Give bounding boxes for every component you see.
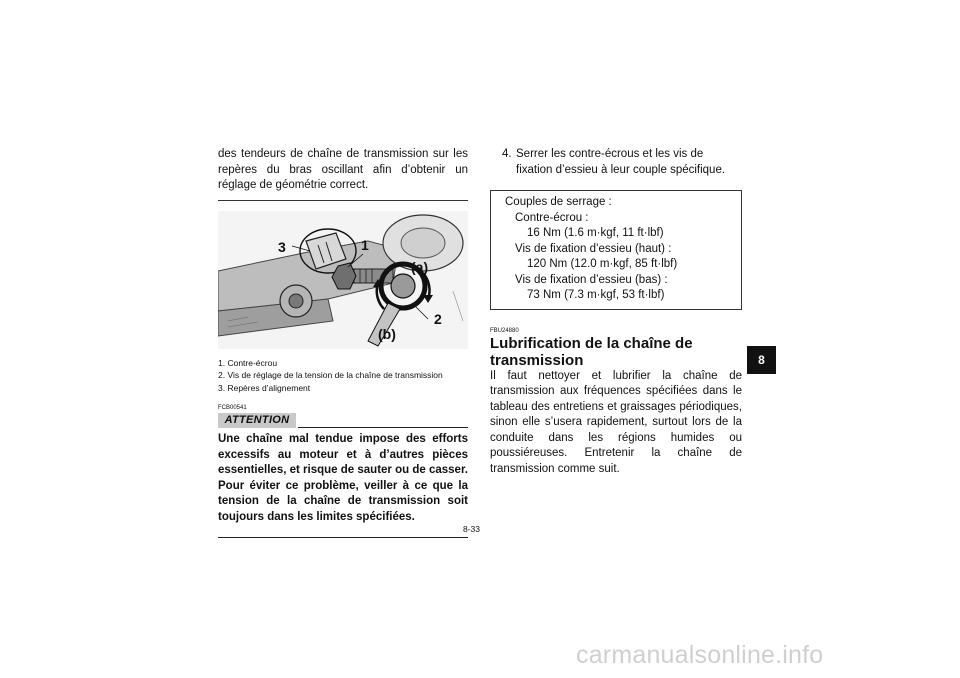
page-number: 8-33 — [463, 524, 481, 534]
section-title: Lubrification de la chaîne de transmission — [490, 334, 693, 369]
intro-paragraph: des tendeurs de chaîne de transmission sur les repères du bras oscillant afin d’obtenir un réglage de géométrie correct. — [218, 148, 468, 191]
attention-text: Une chaîne mal tendue impose des efforts excessifs au moteur et à d’autres pièces essentielles, et risque de sauter ou de casser. Pour éviter ce problème, veiller à ce que la tension de la chaîne de transmission soit toujours dans les limites spécifiées. — [218, 433, 468, 523]
right-column — [490, 147, 742, 477]
torque-item-label: Vis de fixation d’essieu (bas) : — [515, 273, 668, 286]
attention-rule — [298, 427, 468, 428]
section-code: FBU24880 — [490, 327, 519, 334]
step-text: Serrer les contre-écrous et les vis de fixation d’essieu à leur couple spécifique. — [516, 148, 726, 176]
attention-header — [218, 413, 468, 428]
left-column — [218, 147, 468, 538]
step-number: 4. — [502, 148, 512, 160]
torque-item-label: Contre-écrou : — [515, 211, 589, 224]
figure-label-a: (a) — [411, 258, 429, 275]
caption-item: 2. Vis de réglage de la tension de la chaîne de transmission — [218, 370, 443, 380]
attention-code: FCB00541 — [218, 405, 247, 411]
caption-item: 3. Repères d’alignement — [218, 382, 311, 393]
chain-adjuster-figure — [218, 211, 468, 349]
attention-bottom-rule — [218, 537, 468, 538]
torque-item-value: 16 Nm (1.6 m·kgf, 11 ft·lbf) — [527, 227, 664, 239]
step-4 — [502, 147, 742, 178]
figure-label-3: 3 — [278, 238, 286, 255]
torque-item-label: Vis de fixation d’essieu (haut) : — [515, 242, 672, 255]
figure-top-rule — [218, 200, 468, 201]
watermark: carmanualsonline.info — [576, 641, 824, 669]
figure-label-1: 1 — [361, 236, 369, 253]
chapter-tab: 8 — [747, 346, 776, 374]
chain-adjuster-illustration — [218, 211, 468, 349]
torque-title: Couples de serrage : — [505, 196, 612, 208]
section-text: Il faut nettoyer et lubrifier la chaîne de transmission aux fréquences spécifiées dans le tableau des entretiens et graissages périodiques, sinon elle s’usera rapidement, surtout lors de la conduite dans les régions humides ou poussiéreuses. Entretenir la chaîne de transmission comme suit. — [490, 369, 742, 475]
figure-label-b: (b) — [378, 325, 396, 342]
attention-label: ATTENTION — [218, 413, 296, 428]
torque-spec-box — [490, 190, 742, 310]
figure-label-2: 2 — [434, 310, 442, 327]
caption-item: 1. Contre-écrou — [218, 357, 278, 368]
torque-item-value: 120 Nm (12.0 m·kgf, 85 ft·lbf) — [527, 258, 678, 270]
torque-item-value: 73 Nm (7.3 m·kgf, 53 ft·lbf) — [527, 289, 665, 301]
figure-captions — [218, 357, 468, 395]
